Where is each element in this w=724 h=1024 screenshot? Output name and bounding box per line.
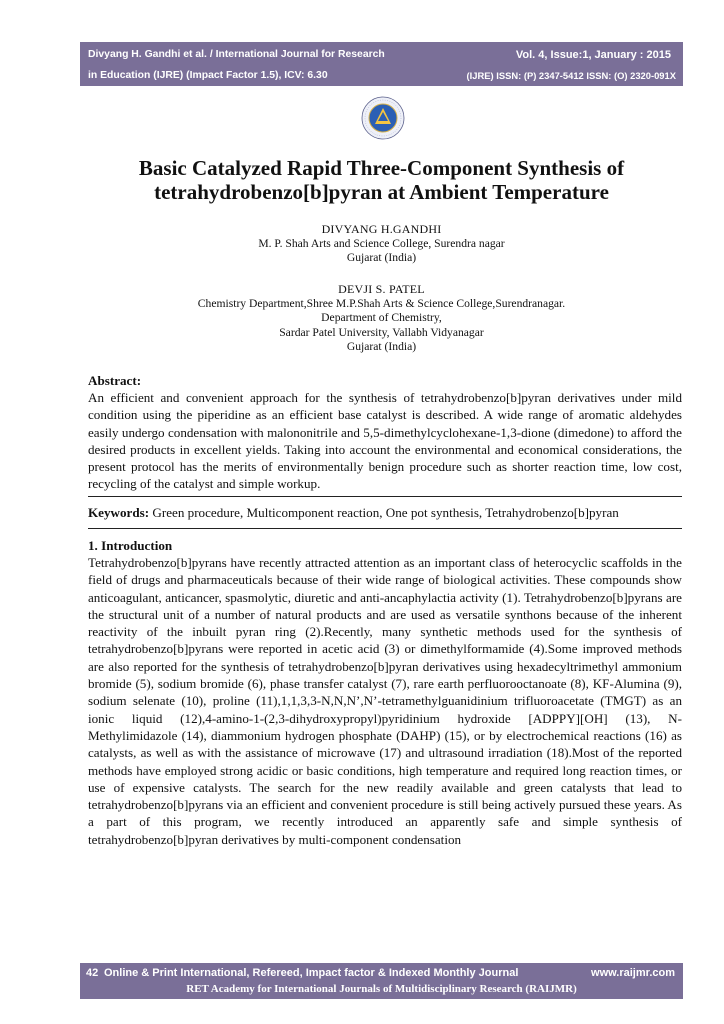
author-1-block [80,222,683,266]
footer-publisher: RET Academy for International Journals of Multidisciplinary Research (RAIJMR) [186,983,577,995]
footer-journal-description: Online & Print International, Refereed, Impact factor & Indexed Monthly Journal [104,967,519,979]
header-journal-line2: in Education (IJRE) (Impact Factor 1.5), ICV: 6.30 [88,70,328,81]
title-line-2: tetrahydrobenzo[b]pyran at Ambient Temperature [154,180,609,204]
journal-footer [80,963,683,999]
raijmr-emblem-icon [361,96,405,140]
page-number: 42 [86,967,99,979]
header-issn: (IJRE) ISSN: (P) 2347-5412 ISSN: (O) 2320-091X [466,70,676,81]
abstract-section [88,372,682,493]
author-2-affiliation-line-2: Department of Chemistry, [321,311,442,325]
author-2-affiliation-line-3: Sardar Patel University, Vallabh Vidyanagar [279,325,484,339]
footer-website-link[interactable]: www.raijmr.com [591,967,675,979]
abstract-heading: Abstract: [88,373,142,388]
author-2-affiliation-line-1: Chemistry Department,Shree M.P.Shah Arts & Science College,Surendranagar. [197,296,566,310]
author-2-block [80,282,683,355]
divider-rule [88,528,682,529]
keywords-line [88,504,682,521]
abstract-text: An efficient and convenient approach for the synthesis of tetrahydrobenzo[b]pyran derivatives under mild condition using the piperidine as an efficient base catalyst is described. A wide range of aromatic aldehydes easily undergo condensation with malononitrile and 5,5-dimethylcyclohexane-1,3-dione (dimedone) to afford the desired products in excellent yields. Taking into account the environmental and economical considerations, the present protocol has the merits of environmentally benign procedure such as shorter reaction time, low cost, recycling of the catalyst and simple workup. [88,390,682,492]
introduction-heading: 1. Introduction [88,538,173,553]
keywords-label: Keywords: [88,505,150,520]
paper-title [80,156,683,204]
journal-header [80,42,683,86]
keywords-text: Green procedure, Multicomponent reaction, One pot synthesis, Tetrahydrobenzo[b]pyran [149,505,619,520]
author-1-affiliation-line-1: M. P. Shah Arts and Science College, Surendra nagar [258,236,505,250]
author-1-name: DIVYANG H.GANDHI [321,222,442,236]
header-journal-line1: Divyang H. Gandhi et al. / International Journal for Research [88,49,385,60]
author-2-affiliation-line-4: Gujarat (India) [346,340,417,354]
divider-rule [88,496,682,497]
introduction-section [88,537,682,848]
author-1-affiliation-line-2: Gujarat (India) [346,251,417,265]
introduction-text: Tetrahydrobenzo[b]pyrans have recently attracted attention as an important class of heterocyclic scaffolds in the field of drugs and pharmaceuticals because of their wide range of biological activities. These compounds show anticoagulant, anticancer, spasmolytic, diuretic and anti-ancaphylactia activity (1). Tetrahydrobenzo[b]pyrans are the structural unit of a number of natural products and are used as versatile synthons because of the inherent reactivity of the inbuilt pyran ring (2).Recently, many synthetic methods used for the synthesis of tetrahydrobenzo[b]pyrans were reported in acetic acid (3) or dimethylformamide (4).Some improved methods are also reported for the synthesis of tetrahydrobenzo[b]pyran derivatives using hexadecyltrimethyl ammonium bromide (5), sodium bromide (6), phase transfer catalyst (7), rare earth perfluorooctanoate (8), KF-Alumina (9), sodium selenate (10), proline (11),1,1,3,3-N,N,N’,N’-tetramethylguanidinium trifluoroacetate (TMGT) as an ionic liquid (12),4-amino-1-(2,3-dihydroxypropyl)pyridinium hydroxide [ADPPY][OH] (13), N-Methylimidazole (14), diammonium hydrogen phosphate (DAHP) (15), or by electrochemical reactions (16) as catalysts, as well as with the assistance of microwave (17) and ultrasound irradiation (18).Most of the reported methods have employed strong acidic or basic conditions, high temperature and required long reaction times, or use of expensive catalysts. The search for the new readily available and green catalysts that lead to tetrahydrobenzo[b]pyrans via an efficient and convenient procedure is still being actively pursued these years. As a part of this program, we recently introduced an apparently safe and simple synthesis of tetrahydrobenzo[b]pyran derivatives by multi-component condensation [88,555,682,847]
author-2-name: DEVJI S. PATEL [338,282,425,296]
header-volume-issue: Vol. 4, Issue:1, January : 2015 [515,49,671,61]
title-line-1: Basic Catalyzed Rapid Three-Component Synthesis of [138,156,625,180]
